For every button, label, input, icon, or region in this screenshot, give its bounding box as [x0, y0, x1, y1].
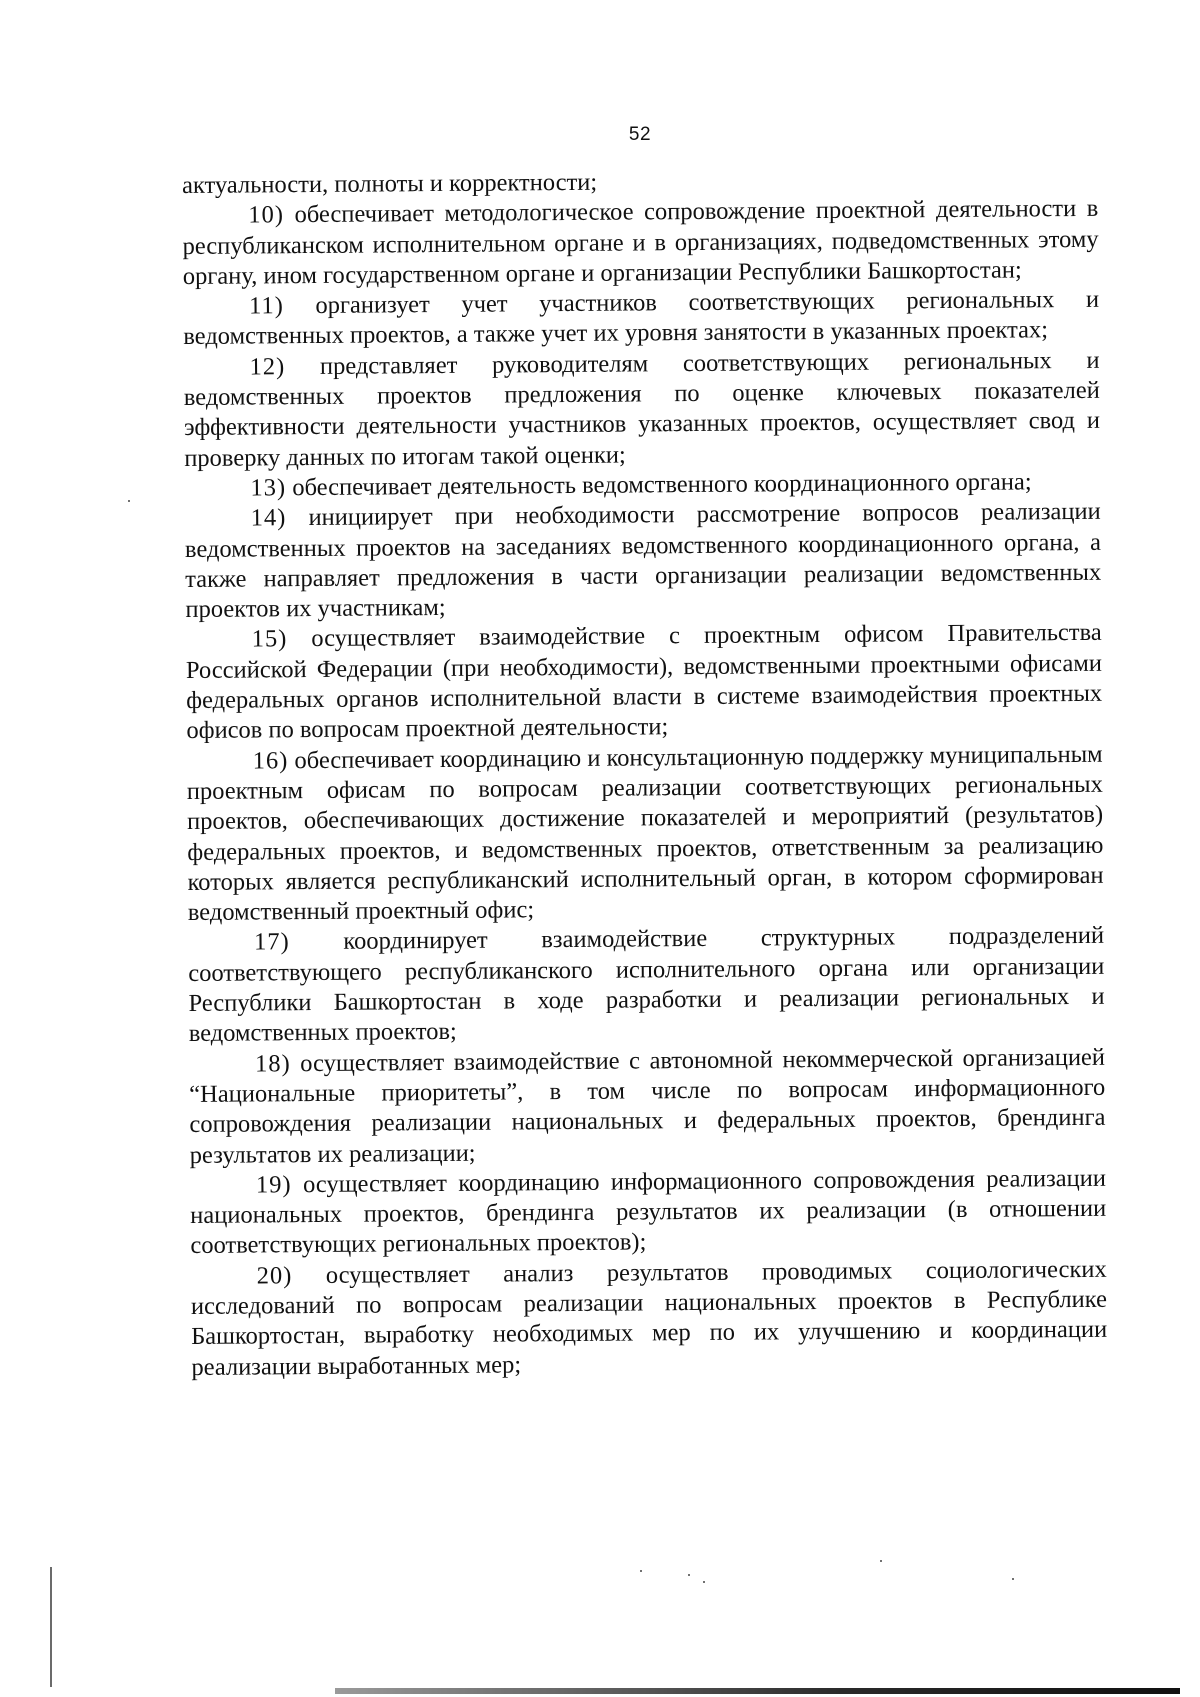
- document-body: [182, 164, 1107, 1383]
- item-number: 14): [250, 504, 287, 532]
- item-number: 20): [256, 1261, 293, 1290]
- item-number: 19): [255, 1170, 292, 1199]
- scan-speck: [1012, 1578, 1014, 1580]
- list-item-16: [187, 739, 1104, 928]
- scan-speck: [703, 1581, 705, 1583]
- item-number: 12): [249, 352, 286, 381]
- list-item-17: [188, 921, 1105, 1049]
- list-item-11: [183, 285, 1099, 353]
- paragraph-text: осуществляет анализ результатов проводимых социологических исследований по вопросам реализации национальных проектов в Республике Башкортостан, выработку необходимых мер по их улучшению и координации реализации выработанных мер;: [190, 1255, 1108, 1381]
- item-number: 13): [250, 474, 287, 502]
- item-number: 18): [254, 1049, 291, 1078]
- list-item-19: [190, 1164, 1107, 1262]
- item-number: 17): [253, 928, 290, 956]
- list-item-10: [182, 194, 1099, 292]
- list-item-12: [183, 346, 1100, 474]
- list-item-15: [186, 618, 1103, 746]
- paragraph-text: инициирует при необходимости рассмотрение вопросов реализации ведомственных проектов на заседаниях ведомственного координационного органа, а также направляет предложения в части организации реализации ведомственных проектов их участникам;: [184, 498, 1102, 624]
- paragraph-text: осуществляет координацию информационного сопровождения реализации национальных проектов, брендинга результатов их реализации (в отношении соответствующих региональных проектов);: [190, 1164, 1107, 1260]
- paragraph-text: осуществляет взаимодействие с автономной некоммерческой организацией “Национальные приоритеты”, в том числе по вопросам информационного сопровождения реализации национальных и федеральных проектов, брендинга результатов их реализации;: [189, 1043, 1106, 1169]
- scan-speck: [688, 1574, 690, 1576]
- scan-bottom-bar: [335, 1688, 1180, 1694]
- page-number: 52: [628, 124, 652, 145]
- scan-speck: [880, 1560, 882, 1562]
- paragraph-text: организует учет участников соответствующих региональных и ведомственных проектов, а также учет их уровня занятости в указанных проектах;: [183, 285, 1100, 351]
- scan-speck: [128, 500, 130, 502]
- item-number: 10): [248, 201, 285, 229]
- paragraph-text: обеспечивает координацию и консультационную поддержку муниципальным проектным офисам по вопросам реализации соответствующих региональных проектов, обеспечивающих достижение показателей и мероприятий (результатов) федеральных проектов, и ведомственных проектов, ответственным за реализацию которых является республиканский исполнительный орган, в котором сформирован ведомственный проектный офис;: [186, 740, 1104, 927]
- list-item-20: [191, 1254, 1108, 1382]
- list-item-14: [185, 497, 1102, 625]
- item-number: 16): [252, 746, 289, 775]
- scan-edge-line: [50, 1567, 52, 1687]
- paragraph-text: координирует взаимодействие структурных подразделений соответствующего республиканского исполнительного органа или организации Республики Башкортостан в ходе разработки и реализации региональных и ведомственных проектов;: [188, 922, 1105, 1048]
- paragraph-text: осуществляет взаимодействие с проектным офисом Правительства Российской Федерации (при необходимости), ведомственными проектными офисами федеральных органов исполнительной власти в системе взаимодействия проектных офисов по вопросам проектной деятельности;: [185, 619, 1103, 745]
- item-number: 15): [251, 625, 288, 653]
- list-item-18: [189, 1042, 1106, 1170]
- scan-speck: [640, 1570, 642, 1572]
- paragraph-text: актуальности, полноты и корректности;: [182, 168, 598, 199]
- paragraph-text: обеспечивает деятельность ведомственного координационного органа;: [286, 468, 1032, 502]
- paragraph-text: обеспечивает методологическое сопровождение проектной деятельности в республиканском исполнительном органе и в организациях, подведомственных этому органу, ином государственном органе и организации Республики Башкортостан;: [182, 195, 1099, 290]
- paragraph-text: представляет руководителям соответствующих региональных и ведомственных проектов предложения по оценке ключевых показателей эффективности деятельности участников указанных проектов, осуществляет свод и проверку данных по итогам такой оценки;: [183, 346, 1101, 472]
- item-number: 11): [248, 292, 284, 320]
